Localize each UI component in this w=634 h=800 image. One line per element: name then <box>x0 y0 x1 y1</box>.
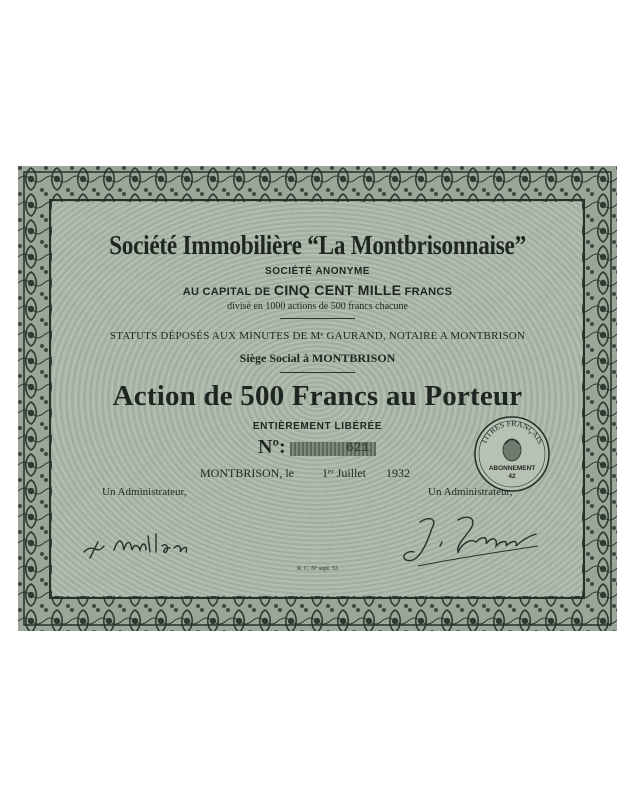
administrator-right-label: Un Administrateur, <box>428 486 513 498</box>
stamp-bottom-text: ABONNEMENT <box>488 465 536 472</box>
number-value: 621 <box>346 440 370 455</box>
company-name: Société Immobilière “La Montbrisonnaise” <box>109 230 526 260</box>
date-year: 1932 <box>386 466 410 480</box>
number-label: Nº: <box>258 436 286 458</box>
statutes-line: STATUTS DÉPOSÉS AUX MINUTES DE Mᵉ GAURAND, NOTAIRE A MONTBRISON <box>109 330 526 342</box>
stamp-number: 42 <box>508 473 516 480</box>
share-title: Action de 500 Francs au Porteur <box>112 380 523 412</box>
date-day-month: 1ᵉʳ Juillet <box>322 466 367 480</box>
capital-line <box>18 282 617 298</box>
capital-suffix: FRANCS <box>404 286 453 298</box>
administrator-left-label: Un Administrateur, <box>102 486 187 498</box>
company-type: SOCIÉTÉ ANONYME <box>265 266 370 277</box>
registered-seat: Siège Social à MONTBRISON <box>239 351 396 365</box>
capital-amount: CINQ CENT MILLE <box>273 282 402 298</box>
share-certificate <box>18 166 617 631</box>
capital-prefix: AU CAPITAL DE <box>182 286 271 298</box>
divider-rule <box>280 372 355 373</box>
registration-number: R. C. Nº supl. 53 <box>297 566 338 572</box>
signature-left <box>76 516 206 566</box>
certificate-number <box>258 436 388 458</box>
divider-rule <box>280 318 355 319</box>
stamp-top-text: TITRES FRANÇAIS <box>479 418 545 446</box>
tax-stamp-seal <box>472 414 552 494</box>
place-date: MONTBRISON, le <box>200 466 295 480</box>
share-division: divisé en 1000 actions de 500 francs chacune <box>227 301 408 312</box>
paid-up-label: ENTIÈREMENT LIBÉRÉE <box>252 421 383 432</box>
